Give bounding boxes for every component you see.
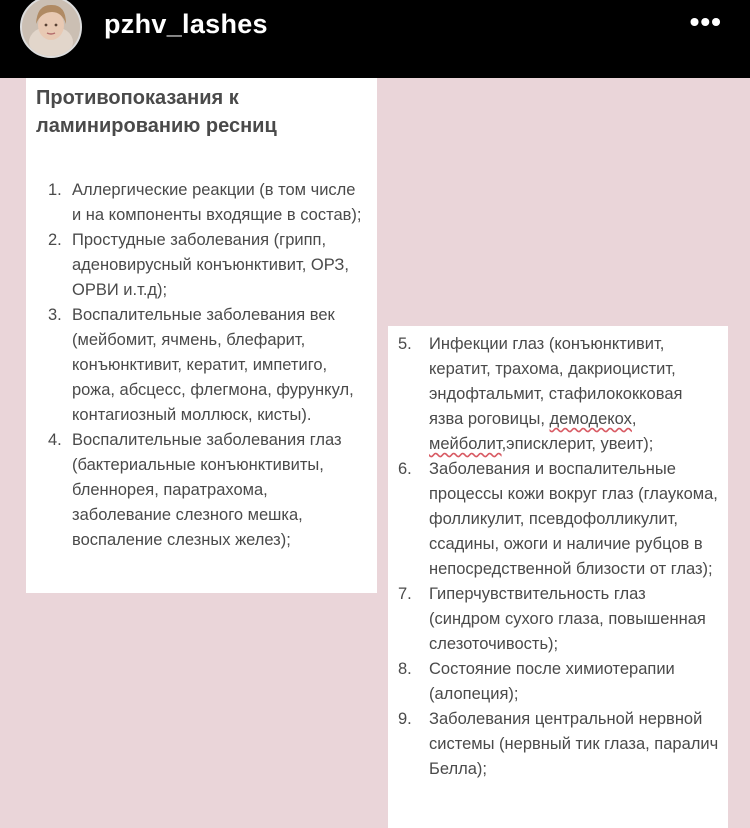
list-item-number: 4. (48, 431, 62, 449)
list-item-number: 2. (48, 231, 62, 249)
list-item-text: Гиперчувствительность глаз (синдром сухого глаза, повышенная слезоточивость); (429, 585, 706, 653)
list-item-text-part: Инфекции глаз (конъюнктивит, кератит, трахома, дакриоцистит, эндофтальмит, стафилококковая язва роговицы, (429, 335, 683, 428)
list-item-text: Заболевания и воспалительные процессы кожи вокруг глаз (глаукома, фолликулит, псевдофолликулит, ссадины, ожоги и наличие рубцов в непосредственной близости от глаз); (429, 460, 718, 578)
list-item-number: 5. (398, 335, 412, 353)
contraindications-list-right (396, 332, 720, 782)
list-item-number: 9. (398, 710, 412, 728)
list-item-text-part: , (631, 410, 637, 428)
list-item (396, 582, 720, 657)
list-item (396, 332, 720, 457)
list-item (36, 428, 367, 553)
list-item-number: 8. (398, 660, 412, 678)
avatar-photo-icon (22, 0, 80, 56)
list-item-text: Простудные заболевания (грипп, аденовирусный конъюнктивит, ОРЗ, ОРВИ и.т.д); (72, 231, 349, 299)
spellcheck-underlined-word: демодекох (549, 410, 632, 428)
list-item (36, 303, 367, 428)
avatar[interactable] (20, 0, 82, 58)
list-item (36, 228, 367, 303)
list-item-number: 1. (48, 181, 62, 199)
list-item-text (429, 332, 720, 457)
username[interactable]: pzhv_lashes (104, 9, 268, 39)
list-item-text: Воспалительные заболевания век (мейбомит, ячмень, блефарит, конъюнктивит, кератит, импетиго, рожа, абсцесс, флегмона, фурункул, контагиозный моллюск, кисты). (72, 306, 354, 424)
list-item-text: Аллергические реакции (в том числе и на компоненты входящие в состав); (72, 181, 362, 224)
list-item-text: Воспалительные заболевания глаз (бактериальные конъюнктивиты, бленнорея, паратрахома, заболевание слезного мешка, воспаление слезных желез); (72, 431, 342, 549)
list-item (396, 457, 720, 582)
list-item-text: Состояние после химиотерапии (алопеция); (429, 660, 675, 703)
list-item (396, 707, 720, 782)
list-item-text: Заболевания центральной нервной системы (нервный тик глаза, паралич Белла); (429, 710, 719, 778)
list-item-number: 3. (48, 306, 62, 324)
list-item (396, 657, 720, 707)
list-item-text-part: ,эписклерит, увеит); (501, 435, 654, 453)
post-panel-left (26, 78, 377, 593)
post-panel-right (388, 326, 728, 828)
list-item (36, 178, 367, 228)
app-header (0, 0, 750, 78)
more-dots-icon[interactable]: ••• (689, 6, 722, 37)
list-item-number: 7. (398, 585, 412, 603)
list-item-number: 6. (398, 460, 412, 478)
post-title: Противопоказания к ламинированию ресниц (36, 87, 277, 137)
spellcheck-underlined-word: мейболит (429, 435, 502, 453)
contraindications-list-left (36, 178, 367, 553)
